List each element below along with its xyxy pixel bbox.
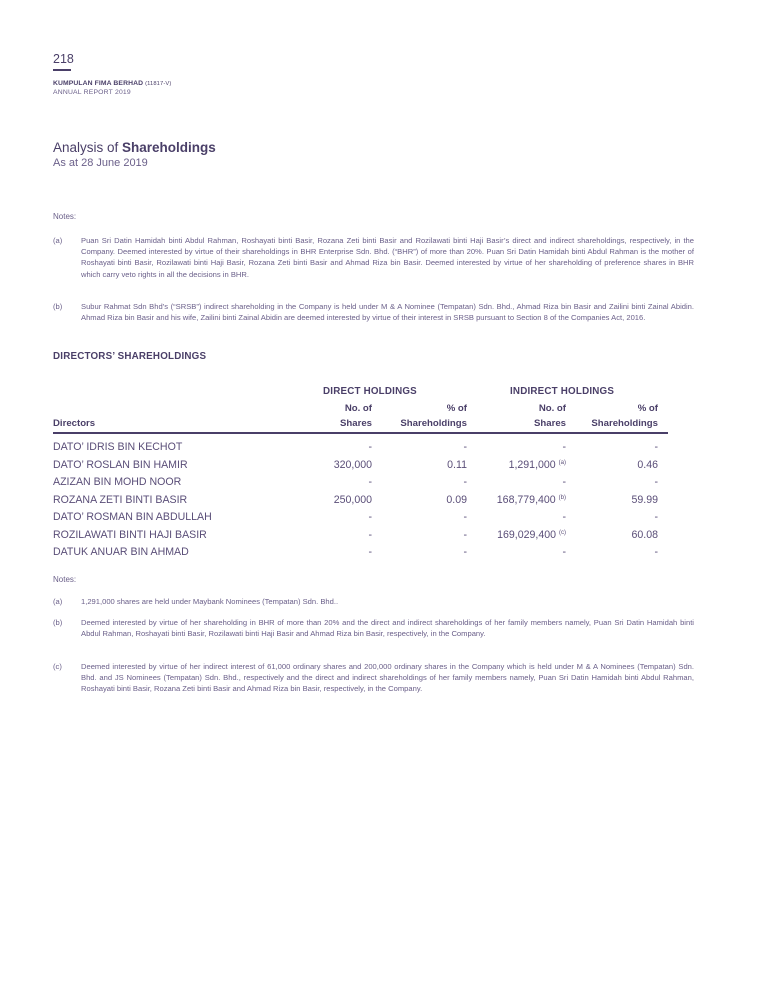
- page-title-bold: Shareholdings: [122, 140, 216, 155]
- report-name: ANNUAL REPORT 2019: [53, 89, 131, 96]
- indirect-shares: [509, 459, 566, 471]
- indirect-shares-value: 169,029,400: [497, 529, 557, 541]
- page-number-rule: [53, 69, 71, 71]
- page-title-prefix: Analysis of: [53, 140, 123, 155]
- col-header-shares-indirect: Shares: [534, 418, 566, 429]
- direct-shares: -: [368, 511, 372, 523]
- direct-percent: -: [463, 441, 467, 453]
- company-registration: (11817-V): [145, 81, 172, 87]
- table-row: [0, 459, 764, 473]
- col-header-pct-direct: % of: [446, 403, 467, 414]
- note-reference: (a): [558, 460, 566, 466]
- indirect-percent: 59.99: [631, 494, 658, 506]
- notes-top-label: Notes:: [53, 212, 77, 221]
- table-row: [0, 546, 764, 560]
- note-marker: (b): [53, 302, 63, 311]
- direct-percent: -: [463, 511, 467, 523]
- indirect-shares-value: 1,291,000: [508, 459, 556, 471]
- indirect-shares: [497, 494, 566, 506]
- indirect-shares-value: -: [562, 476, 566, 488]
- page-number: 218: [53, 52, 74, 66]
- note-text: 1,291,000 shares are held under Maybank Nominees (Tempatan) Sdn. Bhd..: [81, 597, 339, 606]
- table-row: [0, 476, 764, 490]
- indirect-shares-value: 168,779,400: [496, 494, 556, 506]
- col-header-directors: Directors: [53, 418, 96, 429]
- direct-shares: -: [368, 546, 372, 558]
- indirect-percent: -: [654, 546, 658, 558]
- note-bottom-b: [53, 617, 694, 639]
- director-name: ROZANA ZETI BINTI BASIR: [53, 494, 188, 506]
- company-name-text: KUMPULAN FIMA BERHAD: [53, 80, 144, 87]
- direct-shares: -: [368, 441, 372, 453]
- group-indirect-holdings: INDIRECT HOLDINGS: [510, 386, 615, 397]
- table-row: [0, 494, 764, 508]
- direct-shares: -: [368, 529, 372, 541]
- note-bottom-c: [53, 661, 694, 695]
- col-header-shareholdings-direct: Shareholdings: [400, 418, 467, 429]
- indirect-percent: 60.08: [631, 529, 658, 541]
- table-row: [0, 441, 764, 455]
- indirect-shares-value: -: [562, 546, 566, 558]
- table-header-rule: [53, 432, 668, 434]
- indirect-shares: [562, 511, 566, 523]
- note-reference: (c): [559, 530, 566, 536]
- company-name: [53, 80, 171, 87]
- indirect-percent: -: [654, 511, 658, 523]
- col-header-shareholdings-indirect: Shareholdings: [591, 418, 658, 429]
- note-text: Deemed interested by virtue of her shareholding in BHR of more than 20% and the direct and indirect shareholdings of her family members namely, Puan Sri Datin Hamidah binti Abdul Rahman, Roshayati binti Basir, Rozilawati binti Haji Basir and Ahmad Riza bin Basir, respectively, in the Company.: [81, 618, 694, 639]
- section-title: DIRECTORS’ SHAREHOLDINGS: [53, 351, 207, 362]
- table-row: [0, 529, 764, 543]
- col-header-no-of-direct: No. of: [344, 403, 372, 414]
- table-row: [0, 511, 764, 525]
- director-name: DATUK ANUAR BIN AHMAD: [53, 546, 189, 558]
- notes-bottom-label: Notes:: [53, 575, 77, 584]
- director-name: DATO’ ROSLAN BIN HAMIR: [53, 459, 188, 471]
- indirect-percent: -: [654, 441, 658, 453]
- direct-shares: 320,000: [333, 459, 372, 471]
- director-name: DATO’ ROSMAN BIN ABDULLAH: [53, 511, 212, 523]
- indirect-percent: 0.46: [637, 459, 658, 471]
- note-marker: (a): [53, 597, 63, 606]
- note-bottom-a: [53, 596, 694, 607]
- col-header-pct-indirect: % of: [637, 403, 658, 414]
- direct-percent: -: [463, 476, 467, 488]
- direct-shares: -: [368, 476, 372, 488]
- note-text: Subur Rahmat Sdn Bhd’s (“SRSB”) indirect shareholding in the Company is held under M & A Nominee (Tempatan) Sdn. Bhd., Ahmad Riza bin Basir and Zailini binti Zainal Abidin. Ahmad Riza bin Basir and his wife, Zailini binti Zainal Abidin are deemed interested by virtue of their interest in SRSB pursuant to Section 8 of the Companies Act, 2016.: [81, 302, 694, 323]
- indirect-shares-value: -: [562, 511, 566, 523]
- director-name: DATO’ IDRIS BIN KECHOT: [53, 441, 183, 453]
- direct-percent: 0.11: [447, 459, 467, 471]
- direct-percent: -: [463, 546, 467, 558]
- note-text: Deemed interested by virtue of her indirect interest of 61,000 ordinary shares and 200,000 ordinary shares in the Company which is held under M & A Nominees (Tempatan) Sdn. Bhd. and JS Nominees (Tempatan) Sdn. Bhd., respectively and the direct and indirect shareholdings of her family members namely, Puan Sri Datin Hamidah binti Abdul Rahman, Roshayati binti Basir, Rozana Zeti binti Basir and Ahmad Riza bin Basir, respectively, in the Company.: [81, 662, 694, 694]
- indirect-shares: [497, 529, 566, 541]
- note-marker: (c): [53, 662, 62, 671]
- col-header-shares-direct: Shares: [340, 418, 372, 429]
- indirect-shares-value: -: [562, 441, 566, 453]
- note-marker: (a): [53, 236, 63, 245]
- note-reference: (b): [558, 495, 566, 501]
- direct-percent: -: [463, 529, 467, 541]
- note-top-b: [53, 301, 694, 323]
- direct-percent: 0.09: [446, 494, 467, 506]
- indirect-shares: [562, 476, 566, 488]
- indirect-shares: [562, 441, 566, 453]
- director-name: AZIZAN BIN MOHD NOOR: [53, 476, 182, 488]
- indirect-percent: -: [654, 476, 658, 488]
- indirect-shares: [562, 546, 566, 558]
- page-title: [53, 140, 216, 155]
- note-marker: (b): [53, 618, 63, 627]
- group-direct-holdings: DIRECT HOLDINGS: [323, 386, 417, 397]
- note-top-a: [53, 235, 694, 280]
- direct-shares: 250,000: [333, 494, 372, 506]
- note-text: Puan Sri Datin Hamidah binti Abdul Rahman, Roshayati binti Basir, Rozana Zeti binti Basir and Rozilawati binti Haji Basir’s direct and indirect shareholdings, respectively, in the Company. Deemed interested by virtue of their shareholdings in BHR Enterprise Sdn. Bhd. (“BHR”) of more than 20%. Puan Sri Datin Hamidah binti Abdul Rahman is the mother of Roshayati binti Basir, Rozilawati binti Haji Basir, Rozana Zeti binti Basir and Ahmad Riza bin Basir. Deemed interested by virtue of her shareholding of preference shares in BHR which carry veto rights in all the decisions in BHR.: [81, 236, 694, 279]
- director-name: ROZILAWATI BINTI HAJI BASIR: [53, 529, 207, 541]
- page-subtitle: As at 28 June 2019: [53, 157, 148, 169]
- col-header-no-of-indirect: No. of: [538, 403, 566, 414]
